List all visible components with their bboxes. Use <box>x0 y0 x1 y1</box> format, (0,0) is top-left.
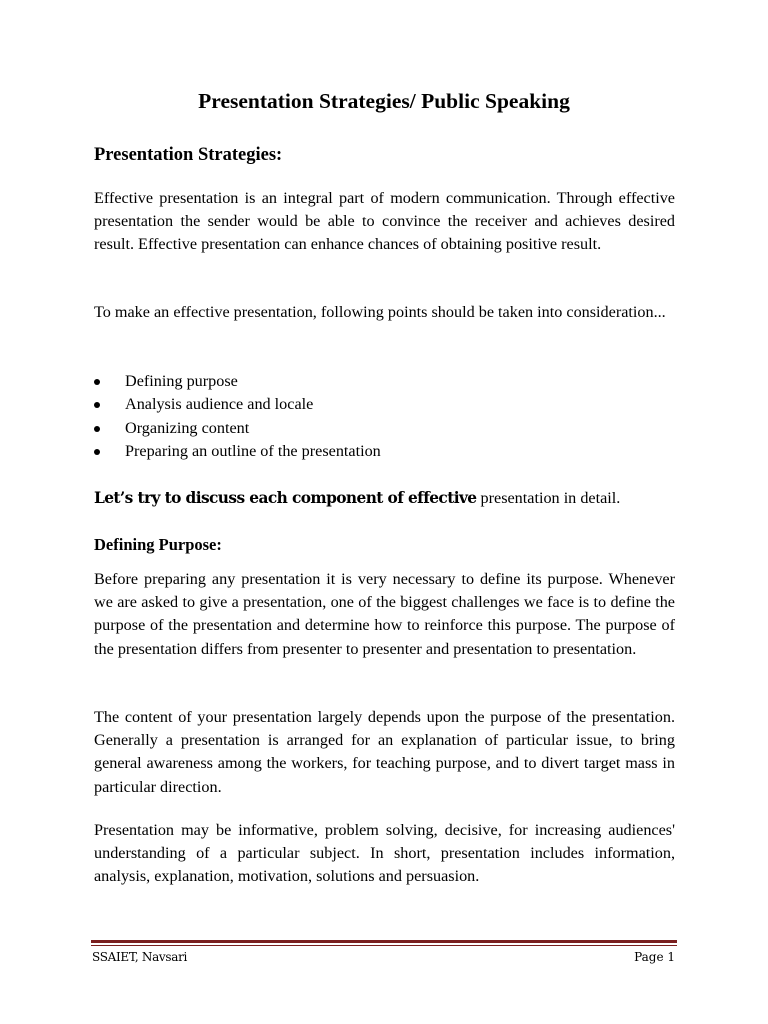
footer-institution: SSAIET, Navsari <box>92 950 188 964</box>
paragraph-intro: Effective presentation is an integral part of modern communication. Through effective presentation the sender would be able to convince the receiver and achieves desired result. Effective presentation can enhance chances of obtaining positive result. <box>94 189 675 254</box>
bullet-list <box>94 370 381 464</box>
section-heading-text: Defining Purpose <box>94 535 217 554</box>
footer-page-number: Page 1 <box>634 950 675 964</box>
paragraph-content: The content of your presentation largely depends upon the purpose of the presentation. Generally a presentation is arranged for an explanation of particular issue, to bring general awareness among the workers, for teaching purpose, and to divert target mass in particular direction. <box>94 708 675 796</box>
footer-rule-thin <box>91 945 677 946</box>
list-item-text: Analysis audience and locale <box>125 395 314 414</box>
paragraph-types: Presentation may be informative, problem solving, decisive, for increasing audiences' understanding of a particular subject. In short, presentation includes information, analysis, explanation, motivation, solutions and persuasion. <box>94 821 675 886</box>
bullet-icon <box>94 449 100 455</box>
list-item <box>94 417 381 440</box>
lead-sentence-bold: Let’s try to discuss each component of effective <box>94 489 477 507</box>
document-title: Presentation Strategies/ Public Speaking <box>198 89 570 113</box>
section-heading-presentation-strategies <box>94 143 282 167</box>
list-item <box>94 370 381 393</box>
list-item <box>94 440 381 463</box>
paragraph-consideration: To make an effective presentation, following points should be taken into consideration... <box>94 303 666 321</box>
section-heading-defining-purpose <box>94 533 222 557</box>
footer-rule-thick <box>91 940 677 943</box>
bullet-icon <box>94 426 100 432</box>
lead-sentence-rest: presentation in detail. <box>476 489 621 507</box>
section-heading-colon: : <box>216 535 222 554</box>
paragraph-define-purpose: Before preparing any presentation it is very necessary to define its purpose. Whenever we are asked to give a presentation, one of the biggest challenges we face is to define the purpose of the presentation and determine how to reinforce this purpose. The purpose of the presentation differs from presenter to presenter and presentation to presentation. <box>94 570 675 658</box>
section-heading-colon: : <box>276 145 283 165</box>
lead-sentence <box>94 487 620 510</box>
bullet-icon <box>94 379 100 385</box>
list-item-text: Defining purpose <box>125 372 238 390</box>
list-item-text: Preparing an outline of the presentation <box>125 442 381 461</box>
section-heading-text: Presentation Strategies <box>94 145 277 165</box>
bullet-icon <box>94 402 100 408</box>
list-item-text: Organizing content <box>125 418 250 437</box>
list-item <box>94 393 381 416</box>
